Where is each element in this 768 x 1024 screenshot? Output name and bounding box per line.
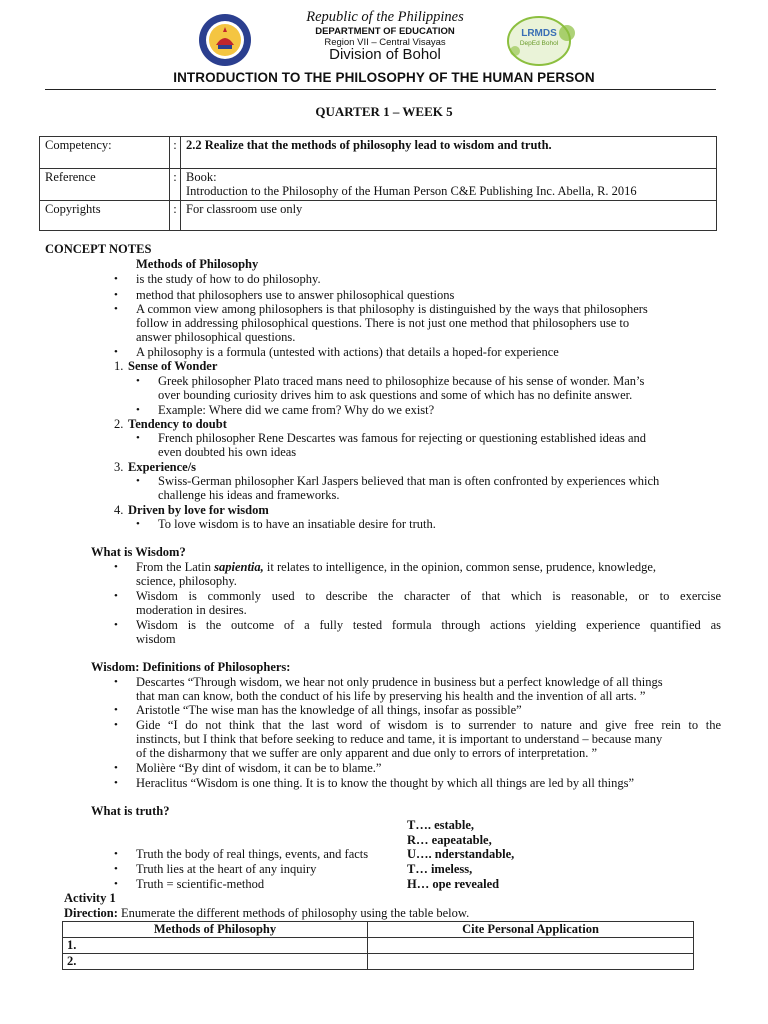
truth-heading: What is truth?	[91, 804, 170, 818]
wisdom-point: wisdom	[136, 632, 176, 646]
direction-label: Direction:	[64, 906, 118, 920]
lrmds-logo-subtext: DepEd Bohol	[519, 40, 559, 47]
method-detail: French philosopher Rene Descartes was famous for rejecting or questioning established ideas and	[158, 431, 647, 445]
colon: :	[170, 137, 181, 169]
division-line: Division of Bohol	[329, 46, 441, 63]
definition-quote: Aristotle “The wise man has the knowledge of all things, insofar as possible”	[136, 703, 522, 717]
method-detail: Swiss-German philosopher Karl Jaspers believed that man is often confronted by experiences which	[158, 474, 660, 488]
truth-acronym-line: T…. estable,	[407, 818, 475, 832]
method-detail: challenge his ideas and frameworks.	[158, 488, 340, 502]
method-point: answer philosophical questions.	[136, 330, 296, 344]
bullet: •	[114, 719, 118, 731]
bullet: •	[114, 848, 118, 860]
bullet: •	[114, 704, 118, 716]
table-row	[63, 954, 694, 970]
wisdom-point: moderation in desires.	[136, 603, 247, 617]
truth-point: Truth the body of real things, events, and facts	[136, 847, 369, 861]
definition-quote: Heraclitus “Wisdom is one thing. It is to know the thought by which all things are led by all things”	[136, 776, 635, 790]
bullet: •	[114, 346, 118, 358]
header-divider	[45, 89, 716, 90]
method-detail: To love wisdom is to have an insatiable desire for truth.	[158, 517, 436, 531]
truth-acronym-line: T… imeless,	[407, 862, 473, 876]
wisdom-point: science, philosophy.	[136, 574, 237, 588]
bullet: •	[136, 432, 140, 444]
list-number: 4.	[114, 503, 124, 517]
truth-acronym-line: R… eapeatable,	[407, 833, 492, 847]
concept-notes-heading: CONCEPT NOTES	[45, 242, 152, 256]
method-detail: even doubted his own ideas	[158, 445, 297, 459]
reference-citation: Introduction to the Philosophy of the Human Person C&E Publishing Inc. Abella, R. 2016	[186, 184, 637, 198]
definition-quote: Molière “By dint of wisdom, it can be to blame.”	[136, 761, 382, 775]
bullet: •	[114, 273, 118, 285]
competency-row	[40, 137, 717, 169]
reference-label: Reference	[40, 169, 170, 201]
competency-table	[39, 136, 717, 231]
method-point: method that philosophers use to answer philosophical questions	[136, 288, 455, 302]
bullet: •	[114, 863, 118, 875]
application-cell[interactable]	[368, 954, 694, 970]
bullet: •	[114, 303, 118, 315]
department-line: DEPARTMENT OF EDUCATION	[315, 26, 455, 37]
bullet: •	[114, 289, 118, 301]
reference-row	[40, 169, 717, 201]
bullet: •	[114, 777, 118, 789]
republic-line: Republic of the Philippines	[306, 9, 464, 25]
method-title: Tendency to doubt	[128, 417, 227, 431]
method-detail: Greek philosopher Plato traced mans need to philosophize because of his sense of wonder. Man’s	[158, 374, 645, 388]
reference-value	[181, 169, 717, 201]
reference-book: Book:	[186, 170, 217, 184]
method-point: follow in addressing philosophical questions. There is not just one method that philosophers use to	[136, 316, 630, 330]
method-detail: over bounding curiosity drives him to ask questions and some of which has no definite answer.	[158, 388, 633, 402]
definition-quote: that man can know, both the conduct of his life by preserving his health and the invention of all arts. ”	[136, 689, 646, 703]
methods-heading: Methods of Philosophy	[136, 257, 259, 271]
method-detail: Example: Where did we came from? Why do we exist?	[158, 403, 435, 417]
activity-heading: Activity 1	[64, 891, 116, 905]
wisdom-point	[136, 560, 721, 574]
wisdom-point: Wisdom is commonly used to describe the character of that which is reasonable, or to exercise	[136, 589, 721, 603]
quarter-week: QUARTER 1 – WEEK 5	[315, 104, 453, 119]
colon: :	[170, 201, 181, 231]
bullet: •	[114, 561, 118, 573]
truth-acronym-line: U…. nderstandable,	[407, 847, 515, 861]
method-point: is the study of how to do philosophy.	[136, 272, 321, 286]
activity-direction	[64, 906, 469, 920]
wisdom-heading: What is Wisdom?	[91, 545, 186, 559]
column-header-application: Cite Personal Application	[368, 922, 694, 938]
copyrights-row	[40, 201, 717, 231]
row-number: 2.	[63, 954, 368, 970]
method-point: A philosophy is a formula (untested with actions) that details a hoped-for experience	[136, 345, 559, 359]
bullet: •	[136, 475, 140, 487]
competency-label: Competency:	[40, 137, 170, 169]
copyrights-label: Copyrights	[40, 201, 170, 231]
bullet: •	[136, 518, 140, 530]
activity-table-header	[63, 922, 694, 938]
bullet: •	[114, 676, 118, 688]
method-title: Sense of Wonder	[128, 359, 218, 373]
list-number: 2.	[114, 417, 124, 431]
definition-quote: of the disharmony that we suffer are only apparent and due only to errors of interpretation. ”	[136, 746, 598, 760]
wisdom-point: Wisdom is the outcome of a fully tested formula through actions yielding experience quantified as	[136, 618, 721, 632]
bullet: •	[114, 590, 118, 602]
lrmds-logo-text: LRMDS	[521, 28, 557, 39]
application-cell[interactable]	[368, 938, 694, 954]
truth-acronym-line: H… ope revealed	[407, 877, 500, 891]
competency-value: 2.2 Realize that the methods of philosophy lead to wisdom and truth.	[181, 137, 717, 169]
bullet: •	[136, 404, 140, 416]
definition-quote: Gide “I do not think that the last word of wisdom is to surrender to nature and give free rein to the	[136, 718, 721, 732]
truth-point: Truth lies at the heart of any inquiry	[136, 862, 317, 876]
document-title: INTRODUCTION TO THE PHILOSOPHY OF THE HUMAN PERSON	[173, 70, 595, 85]
list-number: 1.	[114, 359, 124, 373]
bullet: •	[114, 762, 118, 774]
method-title: Experience/s	[128, 460, 197, 474]
region-line: Region VII – Central Visayas	[324, 37, 446, 48]
bullet: •	[136, 375, 140, 387]
definition-quote: instincts, but I think that before seeking to reduce and tame, it is important to understand – because many	[136, 732, 663, 746]
wisdom-text: it relates to intelligence, in the opinion, common sense, prudence, knowledge,	[263, 560, 657, 574]
activity-table	[62, 921, 694, 970]
wisdom-text: From the Latin	[136, 560, 215, 574]
table-row	[63, 938, 694, 954]
latin-term: sapientia,	[214, 560, 264, 574]
row-number: 1.	[63, 938, 368, 954]
direction-text: Enumerate the different methods of philosophy using the table below.	[117, 906, 470, 920]
bullet: •	[114, 878, 118, 890]
method-title: Driven by love for wisdom	[128, 503, 269, 517]
method-point: A common view among philosophers is that philosophy is distinguished by the ways that philosophers	[136, 302, 648, 316]
definition-quote: Descartes “Through wisdom, we hear not only prudence in business but a perfect knowledge of all things	[136, 675, 663, 689]
truth-point: Truth = scientific-method	[136, 877, 265, 891]
list-number: 3.	[114, 460, 124, 474]
column-header-methods: Methods of Philosophy	[63, 922, 368, 938]
colon: :	[170, 169, 181, 201]
definitions-heading: Wisdom: Definitions of Philosophers:	[91, 660, 291, 674]
bullet: •	[114, 619, 118, 631]
copyrights-value: For classroom use only	[181, 201, 717, 231]
